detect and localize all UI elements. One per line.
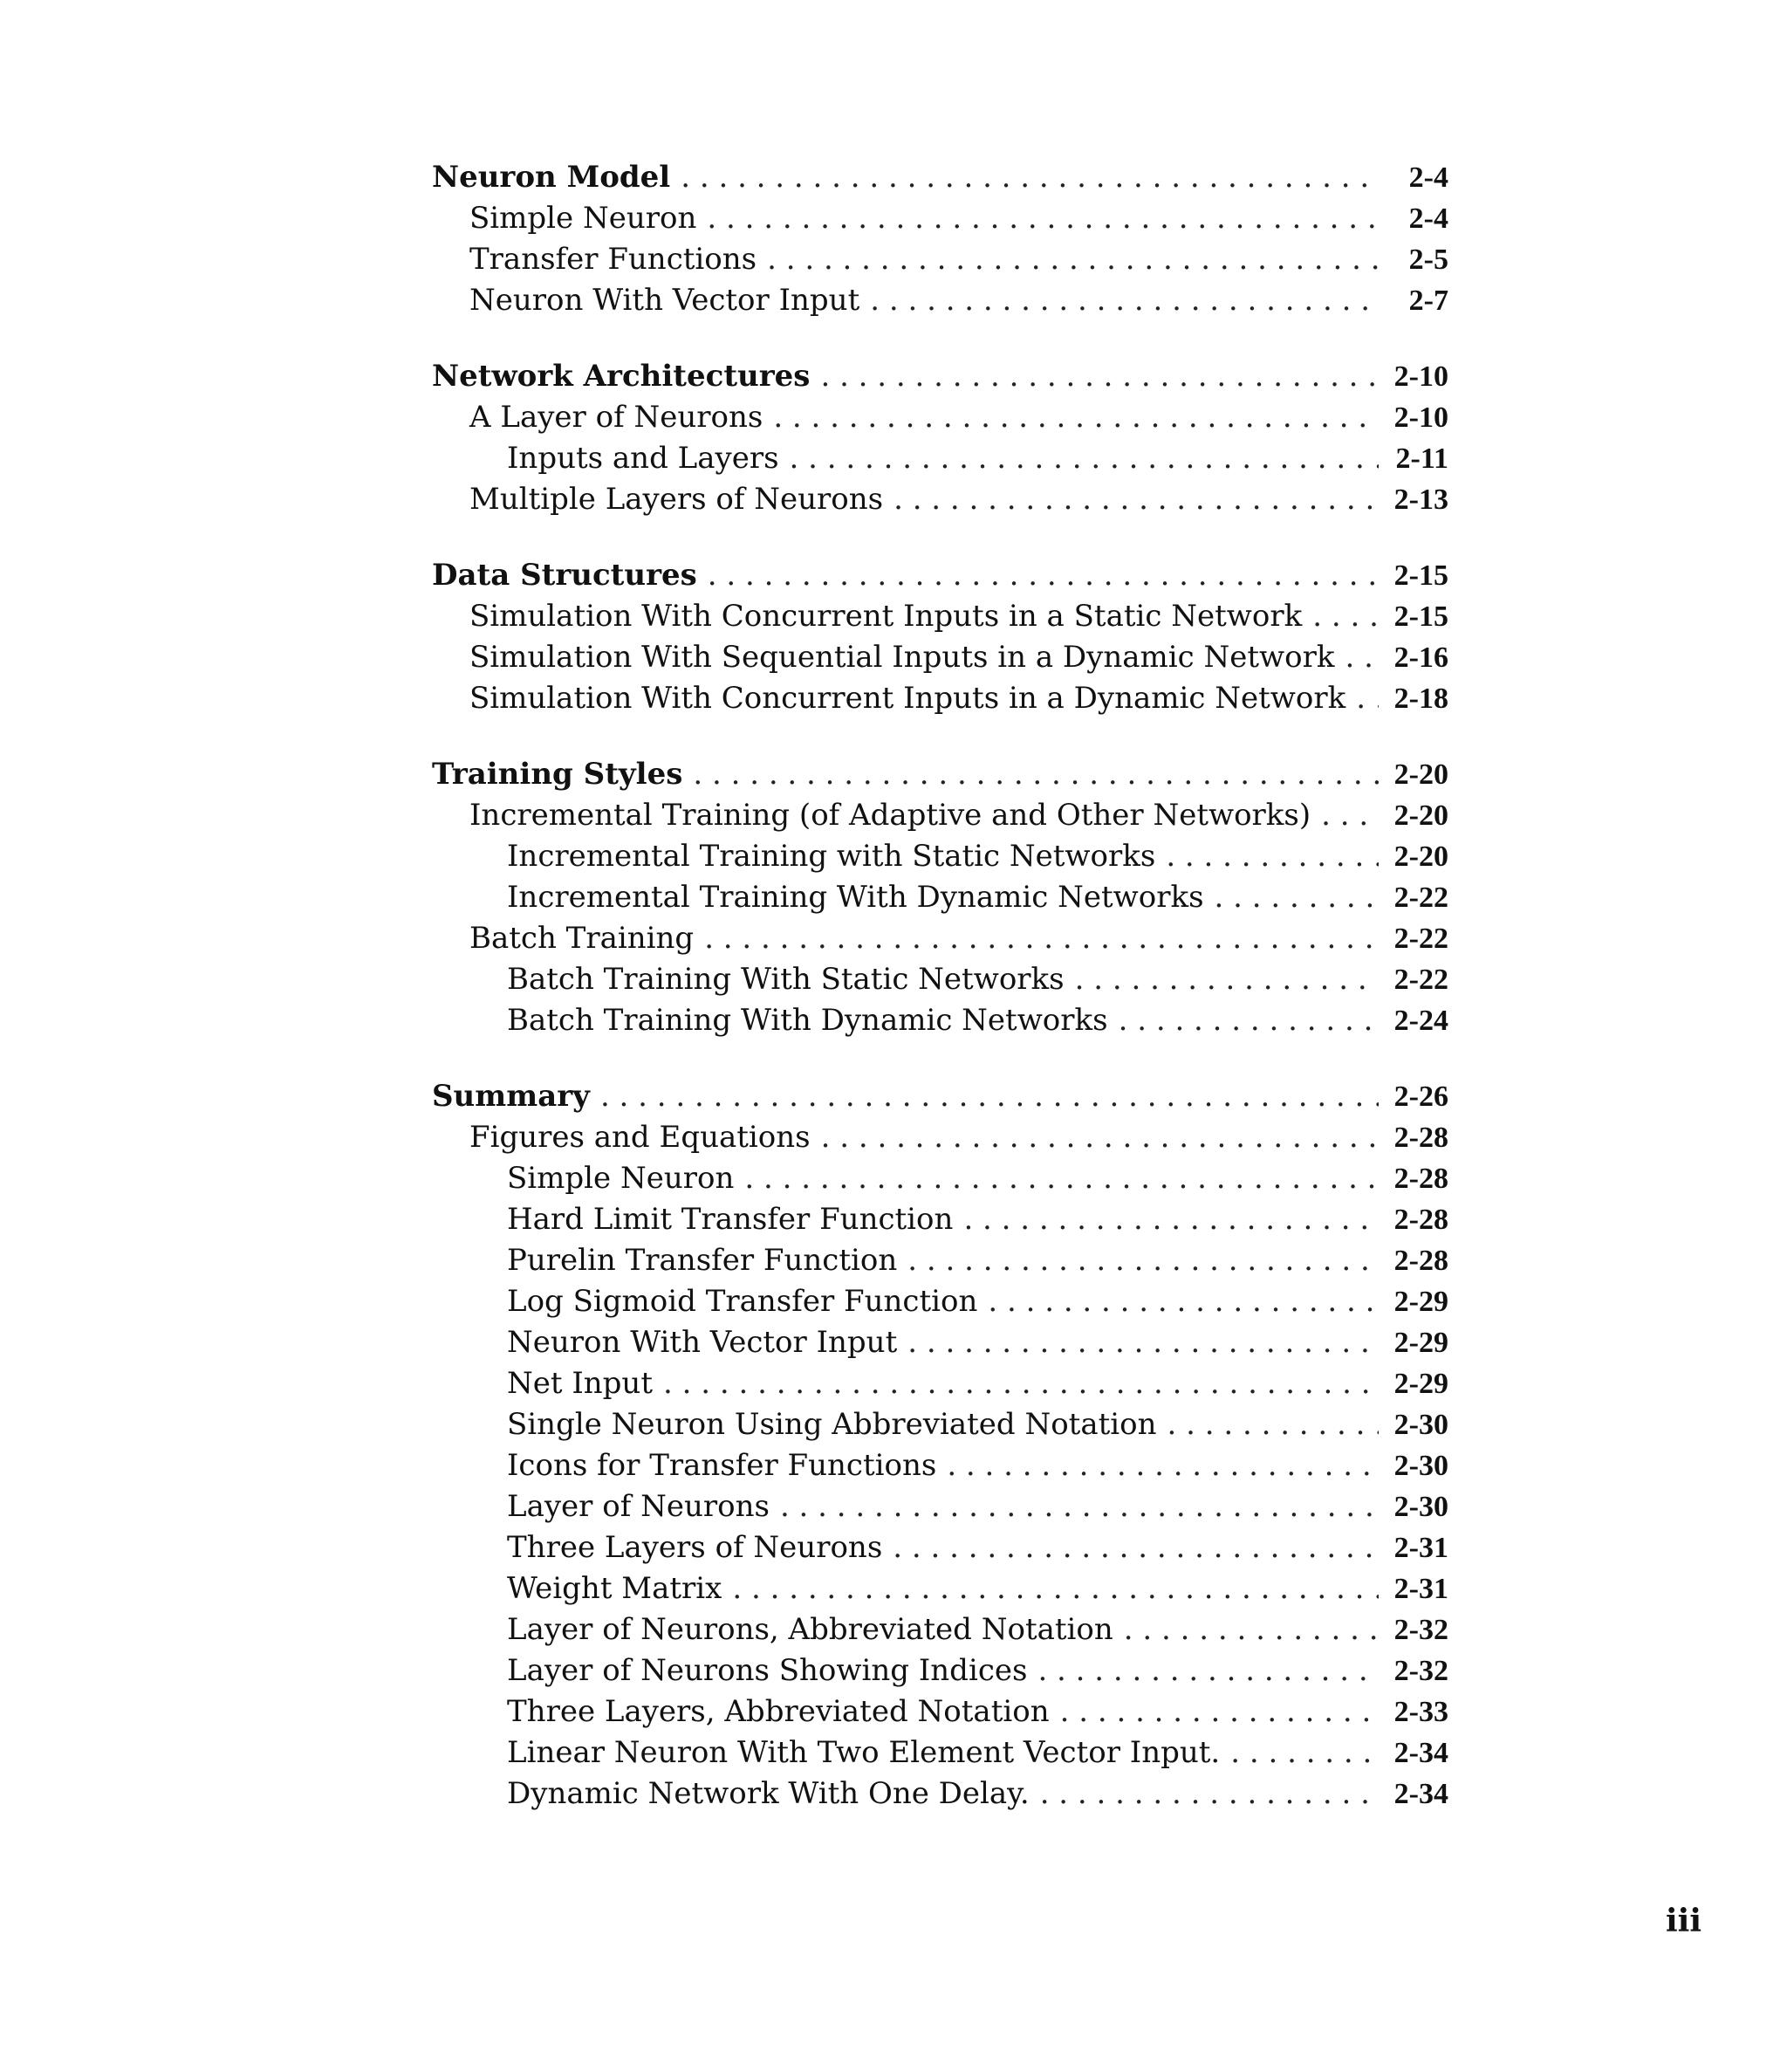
dot-leader <box>1166 836 1379 877</box>
toc-entry-page: 2-30 <box>1393 1409 1448 1441</box>
toc-entry-page: 2-31 <box>1393 1532 1448 1564</box>
toc-entry-page: 2-5 <box>1408 244 1448 276</box>
toc-entry-title: Incremental Training with Static Networks <box>507 839 1156 874</box>
toc-entry-title: Network Architectures <box>432 359 811 394</box>
toc-entry-page: 2-22 <box>1393 923 1448 955</box>
toc-entry-page: 2-28 <box>1393 1122 1448 1154</box>
toc-section-network-architectures <box>432 356 1448 520</box>
toc-entry-title: Data Structures <box>432 558 697 593</box>
toc-entry-title: Multiple Layers of Neurons <box>469 482 884 517</box>
toc-entry-page: 2-4 <box>1408 202 1448 235</box>
toc-entry[interactable] <box>432 1000 1448 1041</box>
toc-entry-page: 2-20 <box>1393 758 1448 791</box>
toc-entry-title: Batch Training With Dynamic Networks <box>507 1003 1108 1038</box>
toc-entry-title: Neuron With Vector Input <box>507 1325 898 1360</box>
toc-entry-page: 2-29 <box>1393 1327 1448 1359</box>
toc-entry-title: Training Styles <box>432 757 683 792</box>
dot-leader <box>1037 1650 1379 1691</box>
toc-entry-page: 2-11 <box>1395 443 1448 475</box>
toc-entry[interactable] <box>432 959 1448 1000</box>
toc-entry-page: 2-7 <box>1408 285 1448 317</box>
dot-leader <box>870 280 1379 321</box>
toc-entry[interactable] <box>432 1117 1448 1158</box>
toc-entry-title: Single Neuron Using Abbreviated Notation <box>507 1407 1157 1442</box>
dot-leader <box>821 1117 1379 1158</box>
toc-entry[interactable] <box>432 1568 1448 1609</box>
toc-entry-title: Simulation With Concurrent Inputs in a Dynamic Network <box>469 681 1346 716</box>
toc-entry-page: 2-15 <box>1393 600 1448 633</box>
toc-entry-title: Purelin Transfer Function <box>507 1243 898 1278</box>
dot-leader <box>1075 959 1379 1000</box>
toc-entry-title: Layer of Neurons Showing Indices <box>507 1653 1028 1688</box>
dot-leader <box>1321 795 1379 836</box>
toc-entry[interactable] <box>432 1445 1448 1486</box>
toc-entry-page: 2-32 <box>1393 1614 1448 1646</box>
toc-entry-page: 2-4 <box>1408 161 1448 194</box>
toc-entry-title: Figures and Equations <box>469 1120 811 1155</box>
toc-entry-title: Weight Matrix <box>507 1571 722 1606</box>
toc-entry[interactable] <box>432 356 1448 397</box>
toc-entry-page: 2-28 <box>1393 1204 1448 1236</box>
toc-entry-title: Log Sigmoid Transfer Function <box>507 1284 978 1319</box>
dot-leader <box>947 1445 1379 1486</box>
toc-entry[interactable] <box>432 918 1448 959</box>
dot-leader <box>820 356 1379 397</box>
dot-leader <box>708 555 1379 596</box>
toc-entry[interactable] <box>432 877 1448 918</box>
toc-entry[interactable] <box>432 555 1448 596</box>
dot-leader <box>1060 1691 1379 1732</box>
dot-leader <box>773 397 1379 438</box>
toc-entry[interactable] <box>432 678 1448 719</box>
toc-entry-title: Simple Neuron <box>469 201 697 236</box>
toc-entry[interactable] <box>432 1486 1448 1527</box>
dot-leader <box>1215 877 1379 918</box>
toc-entry-page: 2-32 <box>1393 1655 1448 1687</box>
toc-entry-page: 2-30 <box>1393 1450 1448 1482</box>
toc-entry-title: Transfer Functions <box>469 242 757 277</box>
toc-entry[interactable] <box>432 1158 1448 1199</box>
dot-leader <box>988 1281 1379 1322</box>
toc-entry[interactable] <box>432 836 1448 877</box>
toc-entry-page: 2-22 <box>1393 882 1448 914</box>
toc-entry-page: 2-28 <box>1393 1163 1448 1195</box>
toc-entry-page: 2-29 <box>1393 1368 1448 1400</box>
toc-entry[interactable] <box>432 198 1448 239</box>
toc-entry-title: Simulation With Concurrent Inputs in a Static Network <box>469 599 1303 634</box>
toc-entry-page: 2-18 <box>1393 683 1448 715</box>
toc-entry-page: 2-22 <box>1393 964 1448 996</box>
toc-entry-title: A Layer of Neurons <box>469 400 763 435</box>
toc-entry-page: 2-34 <box>1393 1778 1448 1810</box>
toc-entry-page: 2-24 <box>1393 1005 1448 1037</box>
toc-entry-title: Net Input <box>507 1366 653 1401</box>
toc-entry-title: Neuron Model <box>432 160 671 195</box>
toc-entry-title: Summary <box>432 1079 590 1114</box>
toc-entry[interactable] <box>432 637 1448 678</box>
toc-entry-page: 2-30 <box>1393 1491 1448 1523</box>
toc-entry-page: 2-33 <box>1393 1696 1448 1728</box>
toc-entry-title: Icons for Transfer Functions <box>507 1448 937 1483</box>
toc-entry[interactable] <box>432 1650 1448 1691</box>
toc-section-neuron-model <box>432 157 1448 321</box>
page-number: iii <box>1665 1903 1701 1939</box>
toc-entry-title: Inputs and Layers <box>507 441 779 476</box>
toc-entry[interactable] <box>432 596 1448 637</box>
toc-entry-title: Batch Training <box>469 921 695 956</box>
dot-leader <box>681 157 1379 198</box>
toc-entry-title: Layer of Neurons <box>507 1489 770 1524</box>
toc-entry-page: 2-31 <box>1393 1573 1448 1605</box>
toc-entry-title: Batch Training With Static Networks <box>507 962 1065 997</box>
toc-entry-page: 2-34 <box>1393 1737 1448 1769</box>
dot-leader <box>1312 596 1379 637</box>
toc-entry[interactable] <box>432 239 1448 280</box>
toc-entry[interactable] <box>432 1609 1448 1650</box>
dot-leader <box>707 198 1379 239</box>
toc-entry-title: Simple Neuron <box>507 1161 735 1196</box>
dot-leader <box>1124 1609 1379 1650</box>
toc-entry-title: Hard Limit Transfer Function <box>507 1202 954 1237</box>
dot-leader <box>744 1158 1379 1199</box>
toc-entry[interactable] <box>432 1527 1448 1568</box>
toc-section-data-structures <box>432 555 1448 719</box>
dot-leader <box>767 239 1379 280</box>
toc-entry-title: Dynamic Network With One Delay. <box>507 1776 1030 1811</box>
toc-entry[interactable] <box>432 1363 1448 1404</box>
toc-entry[interactable] <box>432 1691 1448 1732</box>
toc-entry[interactable] <box>432 1774 1448 1815</box>
dot-leader <box>907 1322 1379 1363</box>
toc-entry[interactable] <box>432 438 1448 479</box>
toc-entry[interactable] <box>432 1076 1448 1117</box>
toc-entry-page: 2-13 <box>1393 484 1448 516</box>
toc-entry[interactable] <box>432 1322 1448 1363</box>
toc-entry-title: Three Layers, Abbreviated Notation <box>507 1694 1050 1729</box>
dot-leader <box>1119 1000 1379 1041</box>
toc-entry[interactable] <box>432 479 1448 520</box>
toc-section-summary <box>432 1076 1448 1815</box>
toc-entry[interactable] <box>432 157 1448 198</box>
toc-entry[interactable] <box>432 1281 1448 1322</box>
toc-entry[interactable] <box>432 1199 1448 1240</box>
toc-entry-title: Three Layers of Neurons <box>507 1530 883 1565</box>
toc-entry[interactable] <box>432 754 1448 795</box>
dot-leader <box>893 1527 1379 1568</box>
dot-leader <box>963 1199 1379 1240</box>
dot-leader <box>600 1076 1379 1117</box>
toc-entry[interactable] <box>432 1732 1448 1774</box>
toc-entry-page: 2-10 <box>1393 401 1448 434</box>
dot-leader <box>1040 1774 1379 1815</box>
dot-leader <box>780 1486 1379 1527</box>
dot-leader <box>704 918 1379 959</box>
toc-entry[interactable] <box>432 280 1448 321</box>
dot-leader <box>1356 678 1379 719</box>
table-of-contents <box>432 157 1448 1849</box>
toc-entry-title: Incremental Training (of Adaptive and Other Networks) <box>469 798 1311 833</box>
dot-leader <box>1345 637 1379 678</box>
toc-entry-page: 2-16 <box>1393 641 1448 674</box>
toc-entry[interactable] <box>432 795 1448 836</box>
dot-leader <box>1230 1732 1379 1774</box>
toc-entry-title: Incremental Training With Dynamic Networks <box>507 880 1204 915</box>
dot-leader <box>790 438 1379 479</box>
dot-leader <box>1167 1404 1380 1445</box>
toc-entry-title: Neuron With Vector Input <box>469 283 860 318</box>
toc-entry[interactable] <box>432 1404 1448 1445</box>
toc-entry-page: 2-20 <box>1393 840 1448 873</box>
dot-leader <box>663 1363 1379 1404</box>
toc-entry-page: 2-15 <box>1393 559 1448 592</box>
toc-entry-title: Layer of Neurons, Abbreviated Notation <box>507 1612 1113 1647</box>
toc-entry-title: Linear Neuron With Two Element Vector Input. <box>507 1735 1221 1770</box>
toc-entry[interactable] <box>432 397 1448 438</box>
toc-entry-page: 2-20 <box>1393 799 1448 832</box>
toc-entry-page: 2-28 <box>1393 1245 1448 1277</box>
dot-leader <box>732 1568 1379 1609</box>
toc-entry[interactable] <box>432 1240 1448 1281</box>
dot-leader <box>907 1240 1379 1281</box>
toc-entry-page: 2-26 <box>1393 1081 1448 1113</box>
toc-entry-page: 2-10 <box>1393 360 1448 393</box>
toc-entry-page: 2-29 <box>1393 1286 1448 1318</box>
dot-leader <box>693 754 1379 795</box>
dot-leader <box>894 479 1379 520</box>
toc-section-training-styles <box>432 754 1448 1041</box>
toc-entry-title: Simulation With Sequential Inputs in a Dynamic Network <box>469 640 1335 675</box>
